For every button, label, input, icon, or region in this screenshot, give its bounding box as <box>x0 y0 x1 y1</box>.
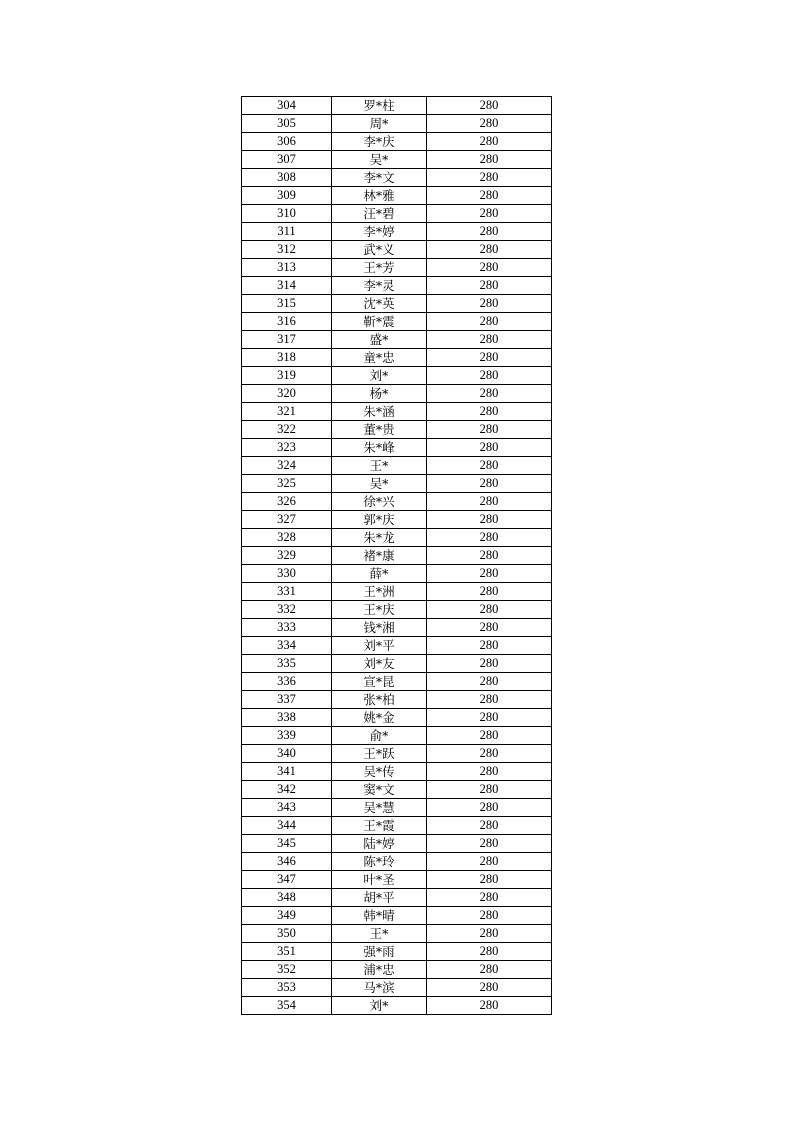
table-row <box>242 187 552 205</box>
name-cell: 窦*文 <box>332 781 427 799</box>
amount-cell: 280 <box>427 871 552 889</box>
amount-cell: 280 <box>427 349 552 367</box>
table-row <box>242 313 552 331</box>
table-row <box>242 151 552 169</box>
amount-cell: 280 <box>427 115 552 133</box>
name-cell: 林*雅 <box>332 187 427 205</box>
row-number-cell: 322 <box>242 421 332 439</box>
amount-cell: 280 <box>427 835 552 853</box>
row-number-cell: 337 <box>242 691 332 709</box>
name-cell: 盛* <box>332 331 427 349</box>
row-number-cell: 352 <box>242 961 332 979</box>
amount-cell: 280 <box>427 565 552 583</box>
table-row <box>242 763 552 781</box>
roster-table <box>241 96 552 1015</box>
table-row <box>242 115 552 133</box>
table-row <box>242 817 552 835</box>
name-cell: 王*芳 <box>332 259 427 277</box>
name-cell: 周* <box>332 115 427 133</box>
name-cell: 罗*柱 <box>332 97 427 115</box>
row-number-cell: 318 <box>242 349 332 367</box>
amount-cell: 280 <box>427 997 552 1015</box>
row-number-cell: 310 <box>242 205 332 223</box>
name-cell: 张*柏 <box>332 691 427 709</box>
amount-cell: 280 <box>427 889 552 907</box>
name-cell: 汪*碧 <box>332 205 427 223</box>
table-row <box>242 133 552 151</box>
amount-cell: 280 <box>427 547 552 565</box>
name-cell: 王*洲 <box>332 583 427 601</box>
row-number-cell: 326 <box>242 493 332 511</box>
row-number-cell: 328 <box>242 529 332 547</box>
table-row <box>242 925 552 943</box>
amount-cell: 280 <box>427 169 552 187</box>
name-cell: 王*庆 <box>332 601 427 619</box>
name-cell: 韩*晴 <box>332 907 427 925</box>
amount-cell: 280 <box>427 295 552 313</box>
name-cell: 陈*玲 <box>332 853 427 871</box>
table-row <box>242 943 552 961</box>
table-row <box>242 619 552 637</box>
table-row <box>242 367 552 385</box>
table-row <box>242 169 552 187</box>
amount-cell: 280 <box>427 781 552 799</box>
table-row <box>242 889 552 907</box>
name-cell: 刘*友 <box>332 655 427 673</box>
amount-cell: 280 <box>427 799 552 817</box>
name-cell: 刘* <box>332 997 427 1015</box>
table-row <box>242 601 552 619</box>
name-cell: 吴*传 <box>332 763 427 781</box>
amount-cell: 280 <box>427 223 552 241</box>
amount-cell: 280 <box>427 673 552 691</box>
table-row <box>242 961 552 979</box>
row-number-cell: 346 <box>242 853 332 871</box>
row-number-cell: 314 <box>242 277 332 295</box>
row-number-cell: 304 <box>242 97 332 115</box>
name-cell: 李*文 <box>332 169 427 187</box>
row-number-cell: 330 <box>242 565 332 583</box>
name-cell: 宣*昆 <box>332 673 427 691</box>
amount-cell: 280 <box>427 727 552 745</box>
row-number-cell: 305 <box>242 115 332 133</box>
name-cell: 强*雨 <box>332 943 427 961</box>
row-number-cell: 327 <box>242 511 332 529</box>
row-number-cell: 334 <box>242 637 332 655</box>
name-cell: 杨* <box>332 385 427 403</box>
table-row <box>242 385 552 403</box>
amount-cell: 280 <box>427 961 552 979</box>
table-row <box>242 583 552 601</box>
row-number-cell: 342 <box>242 781 332 799</box>
table-row <box>242 547 552 565</box>
amount-cell: 280 <box>427 943 552 961</box>
name-cell: 姚*金 <box>332 709 427 727</box>
amount-cell: 280 <box>427 619 552 637</box>
amount-cell: 280 <box>427 313 552 331</box>
amount-cell: 280 <box>427 691 552 709</box>
row-number-cell: 308 <box>242 169 332 187</box>
name-cell: 陆*婷 <box>332 835 427 853</box>
amount-cell: 280 <box>427 979 552 997</box>
amount-cell: 280 <box>427 583 552 601</box>
table-row <box>242 349 552 367</box>
table-row <box>242 493 552 511</box>
row-number-cell: 351 <box>242 943 332 961</box>
name-cell: 朱*峰 <box>332 439 427 457</box>
row-number-cell: 312 <box>242 241 332 259</box>
row-number-cell: 343 <box>242 799 332 817</box>
amount-cell: 280 <box>427 529 552 547</box>
row-number-cell: 309 <box>242 187 332 205</box>
amount-cell: 280 <box>427 853 552 871</box>
name-cell: 俞* <box>332 727 427 745</box>
table-row <box>242 745 552 763</box>
table-row <box>242 907 552 925</box>
amount-cell: 280 <box>427 277 552 295</box>
name-cell: 沈*英 <box>332 295 427 313</box>
row-number-cell: 311 <box>242 223 332 241</box>
table-row <box>242 511 552 529</box>
amount-cell: 280 <box>427 187 552 205</box>
table-row <box>242 673 552 691</box>
table-row <box>242 565 552 583</box>
amount-cell: 280 <box>427 259 552 277</box>
name-cell: 徐*兴 <box>332 493 427 511</box>
amount-cell: 280 <box>427 97 552 115</box>
row-number-cell: 349 <box>242 907 332 925</box>
name-cell: 王* <box>332 457 427 475</box>
amount-cell: 280 <box>427 151 552 169</box>
row-number-cell: 348 <box>242 889 332 907</box>
row-number-cell: 339 <box>242 727 332 745</box>
amount-cell: 280 <box>427 817 552 835</box>
row-number-cell: 353 <box>242 979 332 997</box>
row-number-cell: 331 <box>242 583 332 601</box>
row-number-cell: 324 <box>242 457 332 475</box>
table-row <box>242 295 552 313</box>
row-number-cell: 320 <box>242 385 332 403</box>
name-cell: 吴*慧 <box>332 799 427 817</box>
amount-cell: 280 <box>427 493 552 511</box>
table-row <box>242 781 552 799</box>
row-number-cell: 335 <box>242 655 332 673</box>
row-number-cell: 316 <box>242 313 332 331</box>
name-cell: 马*滨 <box>332 979 427 997</box>
row-number-cell: 319 <box>242 367 332 385</box>
row-number-cell: 350 <box>242 925 332 943</box>
name-cell: 刘*平 <box>332 637 427 655</box>
row-number-cell: 340 <box>242 745 332 763</box>
name-cell: 钱*湘 <box>332 619 427 637</box>
name-cell: 武*义 <box>332 241 427 259</box>
table-row <box>242 457 552 475</box>
name-cell: 李*灵 <box>332 277 427 295</box>
amount-cell: 280 <box>427 511 552 529</box>
amount-cell: 280 <box>427 637 552 655</box>
row-number-cell: 347 <box>242 871 332 889</box>
table-row <box>242 241 552 259</box>
table-row <box>242 853 552 871</box>
row-number-cell: 336 <box>242 673 332 691</box>
table-row <box>242 835 552 853</box>
row-number-cell: 306 <box>242 133 332 151</box>
name-cell: 李*婷 <box>332 223 427 241</box>
table-row <box>242 799 552 817</box>
amount-cell: 280 <box>427 925 552 943</box>
amount-cell: 280 <box>427 457 552 475</box>
name-cell: 王* <box>332 925 427 943</box>
amount-cell: 280 <box>427 907 552 925</box>
amount-cell: 280 <box>427 475 552 493</box>
table-row <box>242 205 552 223</box>
name-cell: 靳*震 <box>332 313 427 331</box>
amount-cell: 280 <box>427 421 552 439</box>
name-cell: 吴* <box>332 475 427 493</box>
name-cell: 褚*康 <box>332 547 427 565</box>
row-number-cell: 329 <box>242 547 332 565</box>
table-row <box>242 259 552 277</box>
table-row <box>242 421 552 439</box>
table-row <box>242 223 552 241</box>
table-row <box>242 403 552 421</box>
table-row <box>242 439 552 457</box>
name-cell: 童*忠 <box>332 349 427 367</box>
row-number-cell: 307 <box>242 151 332 169</box>
row-number-cell: 332 <box>242 601 332 619</box>
name-cell: 叶*圣 <box>332 871 427 889</box>
amount-cell: 280 <box>427 385 552 403</box>
name-cell: 郭*庆 <box>332 511 427 529</box>
row-number-cell: 354 <box>242 997 332 1015</box>
amount-cell: 280 <box>427 133 552 151</box>
name-cell: 朱*龙 <box>332 529 427 547</box>
table-row <box>242 529 552 547</box>
roster-table-body <box>242 97 552 1015</box>
table-row <box>242 637 552 655</box>
table-row <box>242 871 552 889</box>
row-number-cell: 317 <box>242 331 332 349</box>
amount-cell: 280 <box>427 709 552 727</box>
row-number-cell: 338 <box>242 709 332 727</box>
table-row <box>242 709 552 727</box>
table-row <box>242 655 552 673</box>
table-row <box>242 997 552 1015</box>
amount-cell: 280 <box>427 439 552 457</box>
name-cell: 董*贵 <box>332 421 427 439</box>
name-cell: 王*霞 <box>332 817 427 835</box>
name-cell: 薛* <box>332 565 427 583</box>
amount-cell: 280 <box>427 241 552 259</box>
name-cell: 刘* <box>332 367 427 385</box>
row-number-cell: 325 <box>242 475 332 493</box>
row-number-cell: 313 <box>242 259 332 277</box>
name-cell: 朱*涵 <box>332 403 427 421</box>
row-number-cell: 345 <box>242 835 332 853</box>
amount-cell: 280 <box>427 763 552 781</box>
name-cell: 王*跃 <box>332 745 427 763</box>
table-row <box>242 691 552 709</box>
amount-cell: 280 <box>427 367 552 385</box>
amount-cell: 280 <box>427 205 552 223</box>
row-number-cell: 344 <box>242 817 332 835</box>
amount-cell: 280 <box>427 331 552 349</box>
amount-cell: 280 <box>427 403 552 421</box>
name-cell: 胡*平 <box>332 889 427 907</box>
table-row <box>242 475 552 493</box>
table-row <box>242 979 552 997</box>
table-row <box>242 277 552 295</box>
table-row <box>242 97 552 115</box>
row-number-cell: 341 <box>242 763 332 781</box>
name-cell: 吴* <box>332 151 427 169</box>
amount-cell: 280 <box>427 745 552 763</box>
row-number-cell: 333 <box>242 619 332 637</box>
amount-cell: 280 <box>427 655 552 673</box>
table-row <box>242 727 552 745</box>
name-cell: 李*庆 <box>332 133 427 151</box>
row-number-cell: 315 <box>242 295 332 313</box>
table-row <box>242 331 552 349</box>
name-cell: 浦*忠 <box>332 961 427 979</box>
row-number-cell: 321 <box>242 403 332 421</box>
amount-cell: 280 <box>427 601 552 619</box>
row-number-cell: 323 <box>242 439 332 457</box>
